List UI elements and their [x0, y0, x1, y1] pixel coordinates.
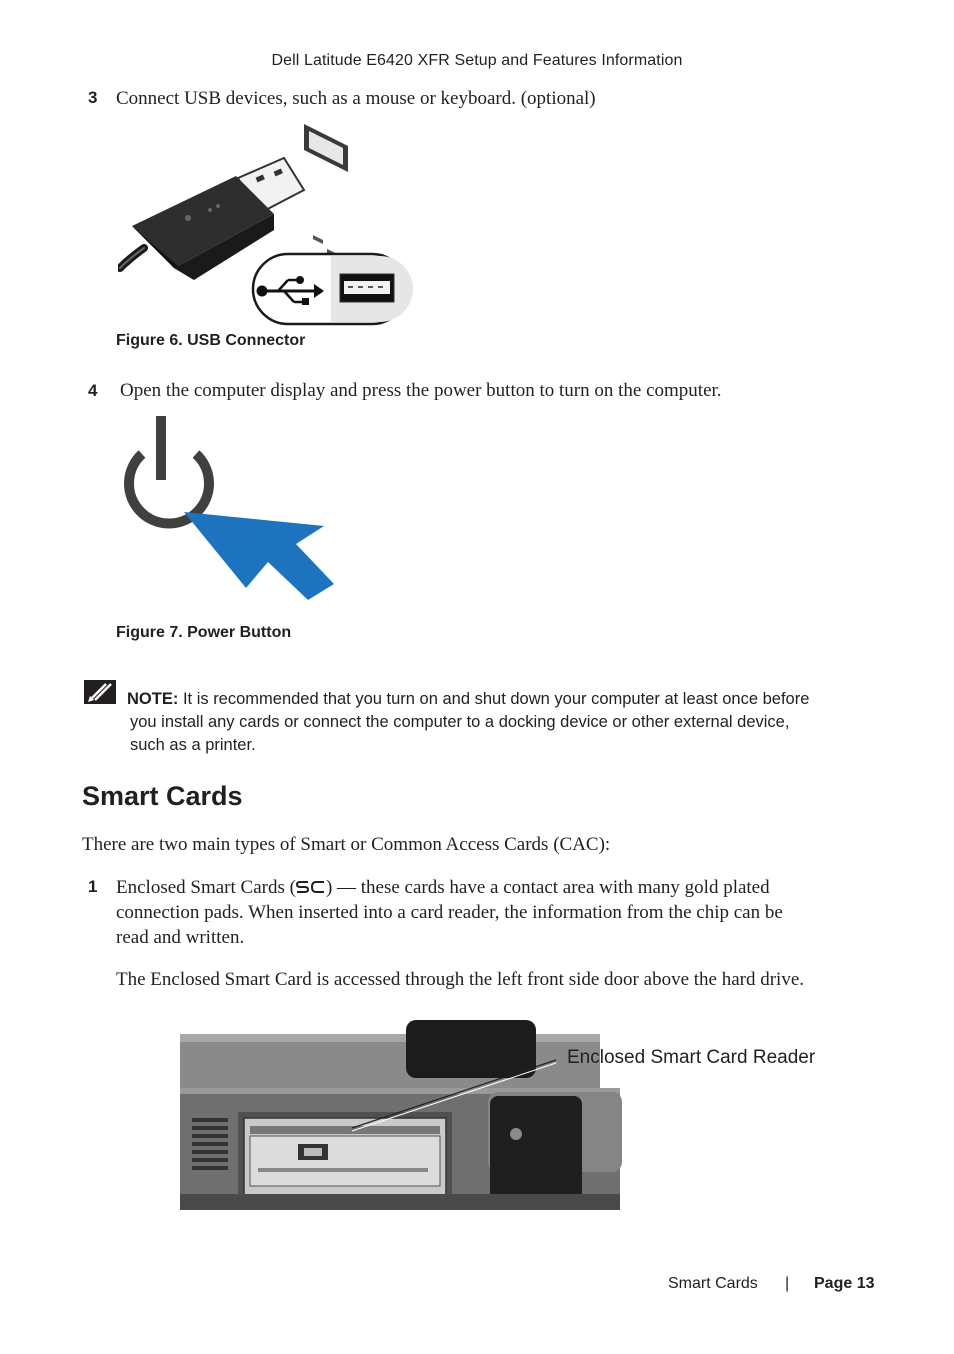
- step-3-number: 3: [88, 88, 98, 107]
- smart-card-reader-callout: Enclosed Smart Card Reader: [567, 1047, 816, 1068]
- usb-port-icon: [304, 124, 348, 258]
- usb-symbol-callout: [253, 254, 413, 324]
- item-1-number: 1: [88, 877, 98, 896]
- figure-7-caption: Figure 7. Power Button: [116, 624, 292, 641]
- smart-card-reader-illustration: [178, 1018, 624, 1212]
- footer-section: Smart Cards: [668, 1275, 758, 1292]
- item-1-line-2: connection pads. When inserted into a card reader, the information from the chip can be: [116, 902, 783, 923]
- section-intro: There are two main types of Smart or Common Access Cards (CAC):: [82, 834, 611, 855]
- note-pencil-icon: [84, 680, 116, 704]
- note-line-2: you install any cards or connect the computer to a docking device or other external device,: [130, 713, 790, 731]
- step-4-text: Open the computer display and press the power button to turn on the computer.: [120, 380, 722, 401]
- usb-connector-illustration: [118, 118, 418, 330]
- power-icon: [129, 416, 209, 524]
- item-1-line-1a: Enclosed Smart Cards (: [116, 877, 296, 898]
- note-line-3: such as a printer.: [130, 736, 256, 754]
- item-1-sub-paragraph: The Enclosed Smart Card is accessed through the left front side door above the hard drive.: [116, 969, 805, 990]
- running-header: Dell Latitude E6420 XFR Setup and Features Information: [271, 52, 683, 69]
- figure-6-caption: Figure 6. USB Connector: [116, 332, 306, 349]
- smart-card-sc-icon: [296, 879, 326, 895]
- item-1-line-1b: ) — these cards have a contact area with many gold plated: [325, 877, 770, 898]
- note-block: [127, 688, 867, 757]
- item-1-line-3: read and written.: [116, 927, 245, 948]
- power-button-illustration: [112, 414, 338, 604]
- item-1-text: [116, 875, 876, 950]
- section-title: Smart Cards: [82, 781, 243, 811]
- footer-separator: |: [785, 1275, 790, 1292]
- step-4-number: 4: [88, 381, 98, 400]
- cursor-arrow-icon: [184, 512, 334, 600]
- note-line-1: It is recommended that you turn on and shut down your computer at least once before: [182, 690, 810, 708]
- step-3-text: Connect USB devices, such as a mouse or keyboard. (optional): [116, 88, 596, 109]
- footer-page-number: Page 13: [814, 1275, 875, 1292]
- note-label: NOTE:: [127, 690, 179, 708]
